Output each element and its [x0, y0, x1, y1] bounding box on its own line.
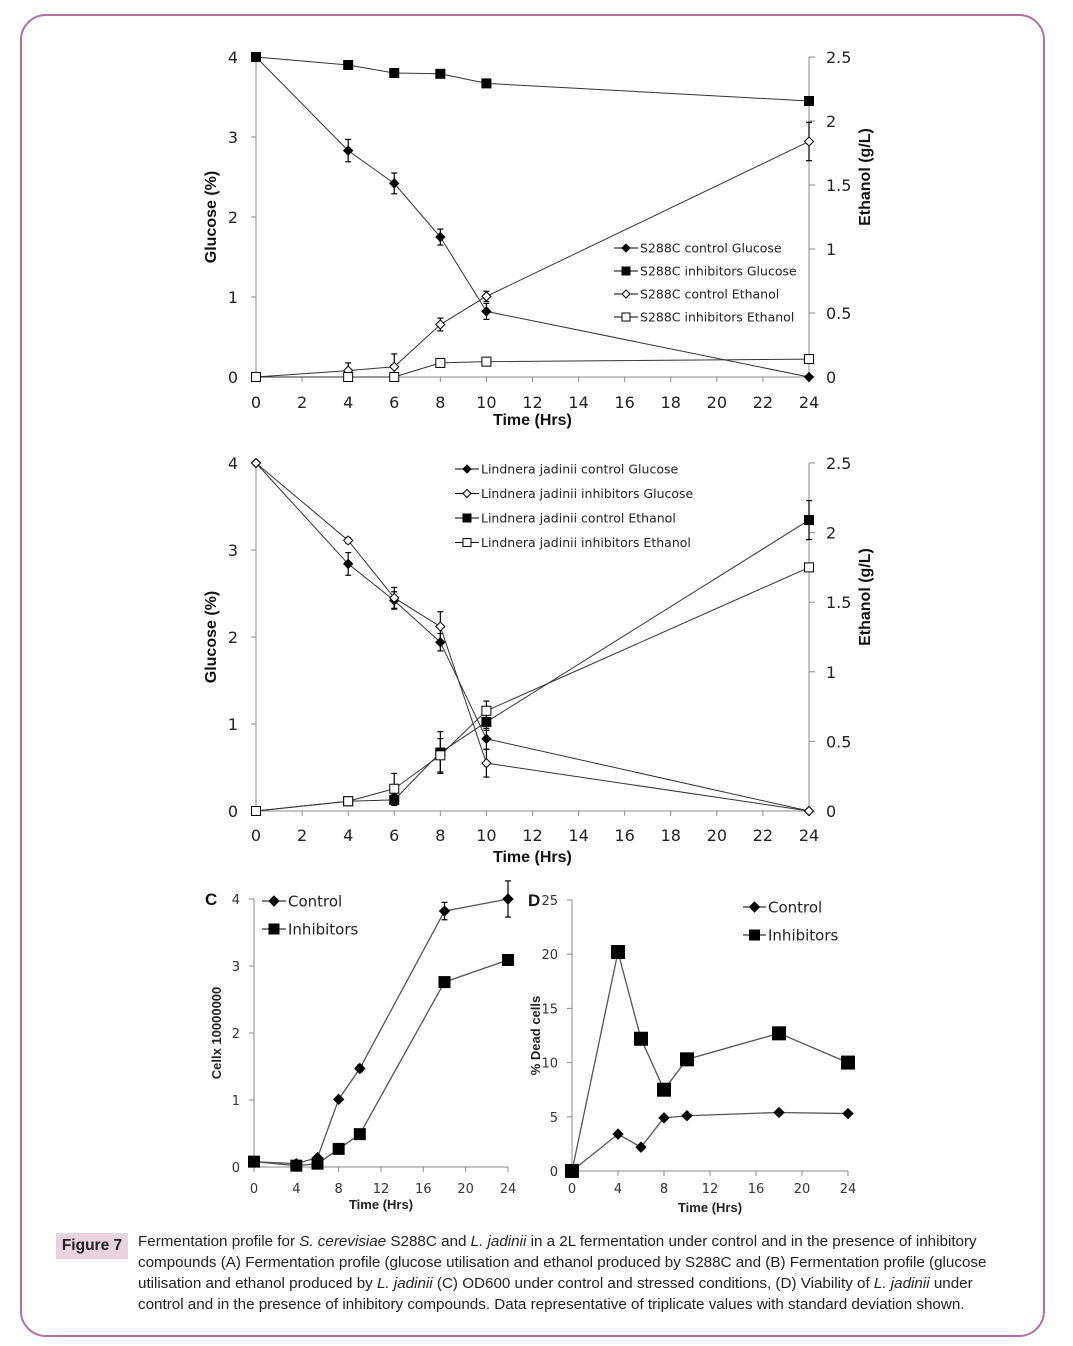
series-s288c-inhibitors-glucose: [252, 53, 814, 106]
y-tick-label: 2: [227, 628, 238, 647]
panel-letter: C: [205, 890, 218, 909]
x-tick-label: 8: [435, 393, 446, 412]
series-line: [256, 141, 809, 377]
x-tick-label: 16: [614, 826, 635, 845]
y-tick-label: 25: [541, 894, 558, 909]
series-line: [256, 520, 809, 811]
y-tick-label: 2: [227, 208, 238, 227]
caption-species-name: L. jadinii: [470, 1233, 527, 1250]
data-point: [773, 1027, 786, 1040]
data-point: [312, 1158, 323, 1169]
chart-c: [205, 881, 516, 1212]
y2-tick-label: 2: [826, 112, 837, 131]
y-tick-label: 4: [227, 48, 238, 67]
y-tick-label: 1: [227, 715, 238, 734]
legend-marker: [622, 244, 630, 252]
y-tick-label: 15: [541, 1002, 558, 1018]
legend-entry: [614, 310, 794, 325]
x-tick-label: 18: [660, 393, 681, 412]
x-tick-label: 4: [292, 1182, 301, 1197]
y-tick-label: 3: [227, 541, 238, 560]
y-tick-label: 4: [231, 893, 240, 908]
x-tick-label: 4: [343, 826, 354, 845]
x-tick-label: 14: [568, 393, 589, 412]
data-point: [354, 1129, 365, 1140]
y-axis-title: % Dead cells: [528, 995, 543, 1076]
data-point: [252, 373, 261, 382]
legend-label: S288C inhibitors Glucose: [640, 263, 797, 279]
data-point: [333, 1143, 344, 1154]
x-tick-label: 20: [706, 393, 728, 412]
data-point: [390, 784, 399, 793]
legend-marker: [463, 490, 471, 498]
figure-caption: [138, 1231, 1018, 1315]
legend-label: S288C inhibitors Ethanol: [640, 309, 795, 325]
x-tick-label: 8: [435, 826, 446, 845]
legend-marker: [269, 896, 279, 906]
chart-a: [203, 48, 874, 429]
legend-label: Lindnera jadinii control Ethanol: [481, 510, 676, 526]
data-point: [344, 373, 353, 382]
series-line: [256, 57, 809, 101]
x-tick-label: 0: [249, 1182, 259, 1197]
series-s288c-control-glucose: [252, 53, 814, 382]
data-point: [482, 79, 491, 88]
series-control: [567, 1107, 853, 1176]
data-point: [436, 358, 445, 367]
data-point: [805, 516, 814, 525]
data-point: [842, 1056, 855, 1069]
x-tick-label: 2: [296, 826, 308, 845]
data-point: [482, 292, 491, 301]
data-point: [805, 97, 814, 106]
y2-tick-label: 0.5: [826, 732, 852, 752]
data-point: [503, 894, 513, 904]
legend-entry: [262, 893, 342, 911]
data-point: [355, 1064, 365, 1074]
y-tick-label: 0: [227, 368, 238, 387]
legend-marker: [463, 539, 471, 547]
series-inhibitors: [566, 946, 855, 1178]
legend-label: S288C control Ethanol: [640, 286, 780, 302]
series-lindnera-jadinii-inhibitors-ethanol: [252, 563, 814, 816]
x-tick-label: 24: [798, 393, 820, 412]
x-axis-title: Time (Hrs): [677, 1200, 743, 1215]
series-line: [254, 899, 508, 1164]
legend-marker: [269, 924, 279, 934]
y-tick-label: 2: [231, 1027, 240, 1042]
x-tick-label: 0: [250, 393, 262, 412]
y2-tick-label: 1: [826, 240, 837, 259]
data-point: [805, 807, 814, 816]
series-line: [256, 567, 809, 811]
legend-marker: [463, 465, 471, 473]
y-axis-title: Glucose (%): [203, 590, 220, 684]
data-point: [252, 53, 261, 62]
caption-text: in a 2L fermentation under control and in the presence of inhibitory compounds (A) Fermentation profile (glucose utilisation and ethanol produced by S288C and (B) Fermentation profile (glucose utilisation and ethanol produced by: [138, 1233, 987, 1292]
x-tick-label: 4: [613, 1182, 623, 1197]
data-point: [612, 946, 625, 959]
data-point: [390, 373, 399, 382]
data-point: [805, 355, 814, 364]
data-point: [843, 1109, 853, 1119]
x-tick-label: 20: [706, 826, 728, 845]
caption-text: (C) OD600 under control and stressed conditions, (D) Viability of: [432, 1275, 874, 1292]
figure-label: Figure 7: [56, 1233, 128, 1259]
legend-entry: [455, 462, 678, 477]
y2-tick-label: 1: [826, 662, 837, 682]
x-tick-label: 22: [752, 393, 774, 412]
data-point: [436, 69, 445, 78]
x-tick-label: 16: [614, 393, 635, 412]
data-point: [344, 61, 353, 70]
y2-tick-label: 2.5: [826, 454, 852, 473]
data-point: [334, 1094, 344, 1104]
x-tick-label: 4: [343, 393, 354, 412]
x-tick-label: 18: [660, 826, 681, 845]
y2-tick-label: 1.5: [826, 176, 852, 195]
x-tick-label: 6: [389, 826, 400, 845]
legend-label: Lindnera jadinii inhibitors Glucose: [481, 486, 694, 501]
data-point: [249, 1156, 260, 1167]
x-tick-label: 0: [250, 826, 262, 845]
data-point: [635, 1032, 648, 1045]
x-axis-title: Time (Hrs): [348, 1197, 414, 1212]
caption-species-name: L. jadinii: [873, 1275, 930, 1292]
chart-d: [528, 891, 856, 1215]
y2-tick-label: 0: [826, 802, 837, 821]
legend-label: Lindnera jadinii control Glucose: [481, 461, 679, 477]
x-tick-label: 20: [793, 1182, 811, 1197]
y2-axis-title: Ethanol (g/L): [857, 548, 874, 646]
series-inhibitors: [249, 954, 514, 1171]
data-point: [439, 977, 450, 988]
data-point: [681, 1053, 694, 1066]
legend-label: Control: [288, 892, 343, 911]
legend-entry: [614, 241, 782, 256]
legend-entry: [455, 486, 694, 501]
data-point: [805, 563, 814, 572]
data-point: [291, 1160, 302, 1171]
legend-entry: [614, 287, 779, 302]
caption-species-name: L. jadinii: [376, 1275, 433, 1292]
data-point: [440, 906, 450, 916]
y-axis-title: Glucose (%): [203, 170, 220, 264]
x-tick-label: 12: [701, 1182, 719, 1197]
data-point: [252, 807, 261, 816]
y2-tick-label: 2: [826, 523, 837, 543]
y-tick-label: 0: [549, 1165, 558, 1180]
caption-species-name: S. cerevisiae: [299, 1233, 387, 1250]
x-tick-label: 12: [372, 1182, 390, 1197]
y2-tick-label: 0.5: [826, 304, 852, 323]
x-tick-label: 6: [389, 393, 400, 412]
legend-entry: [455, 535, 691, 550]
x-tick-label: 24: [499, 1182, 517, 1197]
x-tick-label: 16: [415, 1182, 432, 1197]
x-axis-title: Time (Hrs): [492, 849, 572, 866]
legend-marker: [463, 514, 471, 522]
series-line: [256, 57, 809, 377]
x-axis-title: Time (Hrs): [492, 412, 572, 429]
y2-tick-label: 1.5: [826, 593, 852, 613]
y-tick-label: 1: [231, 1094, 240, 1109]
legend-label: S288C control Glucose: [640, 240, 782, 256]
series-line: [572, 1112, 848, 1171]
data-point: [805, 137, 814, 146]
x-tick-label: 12: [522, 826, 543, 845]
x-tick-label: 10: [476, 826, 497, 845]
data-point: [482, 307, 491, 316]
x-tick-label: 24: [839, 1182, 857, 1197]
x-tick-label: 12: [522, 393, 543, 412]
data-point: [436, 622, 445, 631]
legend-entry: [743, 899, 822, 917]
data-point: [805, 373, 814, 382]
y-tick-label: 20: [541, 948, 558, 964]
y-tick-label: 3: [227, 128, 238, 147]
data-point: [658, 1083, 671, 1096]
legend-label: Inhibitors: [288, 920, 359, 939]
x-tick-label: 20: [457, 1182, 474, 1197]
x-tick-label: 16: [747, 1182, 765, 1197]
y2-tick-label: 0: [826, 368, 837, 387]
data-point: [503, 954, 514, 965]
y-tick-label: 4: [227, 454, 238, 473]
data-point: [482, 734, 491, 743]
data-point: [482, 357, 491, 366]
series-line: [254, 960, 508, 1166]
legend-marker: [622, 267, 630, 275]
panel-letter: D: [528, 891, 541, 910]
data-point: [482, 706, 491, 715]
y-axis-title: Cellx 10000000: [209, 986, 224, 1080]
caption-text: under control and in the presence of inhibitory compounds. Data representative of triplicate values with standard deviation shown.: [138, 1275, 973, 1313]
x-tick-label: 22: [752, 826, 774, 845]
legend-label: Control: [768, 898, 823, 917]
x-tick-label: 10: [476, 393, 497, 412]
legend-marker: [622, 290, 630, 298]
data-point: [344, 797, 353, 806]
legend-label: Lindnera jadinii inhibitors Ethanol: [481, 535, 691, 550]
data-point: [566, 1165, 579, 1178]
legend-entry: [743, 927, 839, 945]
series-line: [256, 359, 809, 377]
legend-marker: [750, 930, 760, 940]
caption-text: Fermentation profile for: [138, 1233, 300, 1250]
legend-marker: [622, 313, 630, 321]
x-tick-label: 14: [568, 826, 589, 845]
data-point: [390, 69, 399, 78]
x-tick-label: 0: [567, 1182, 577, 1197]
legend-entry: [455, 511, 676, 526]
data-point: [682, 1111, 692, 1121]
x-tick-label: 8: [334, 1182, 343, 1197]
data-point: [482, 759, 491, 768]
y-tick-label: 1: [227, 288, 238, 307]
x-tick-label: 8: [659, 1182, 669, 1197]
data-point: [436, 751, 445, 760]
legend-entry: [262, 921, 359, 939]
y-tick-label: 0: [227, 802, 238, 821]
x-tick-label: 2: [296, 393, 308, 412]
legend-label: Inhibitors: [768, 926, 839, 945]
y-tick-label: 3: [231, 960, 240, 975]
y2-tick-label: 2.5: [826, 48, 852, 67]
legend-entry: [614, 264, 797, 279]
chart-b: [203, 454, 874, 866]
legend-marker: [750, 902, 760, 912]
data-point: [774, 1107, 784, 1117]
y-tick-label: 5: [549, 1110, 558, 1126]
y2-axis-title: Ethanol (g/L): [857, 128, 874, 226]
x-tick-label: 24: [798, 826, 820, 845]
caption-text: S288C and: [386, 1233, 471, 1250]
y-tick-label: 10: [541, 1056, 558, 1072]
y-tick-label: 0: [231, 1161, 240, 1176]
